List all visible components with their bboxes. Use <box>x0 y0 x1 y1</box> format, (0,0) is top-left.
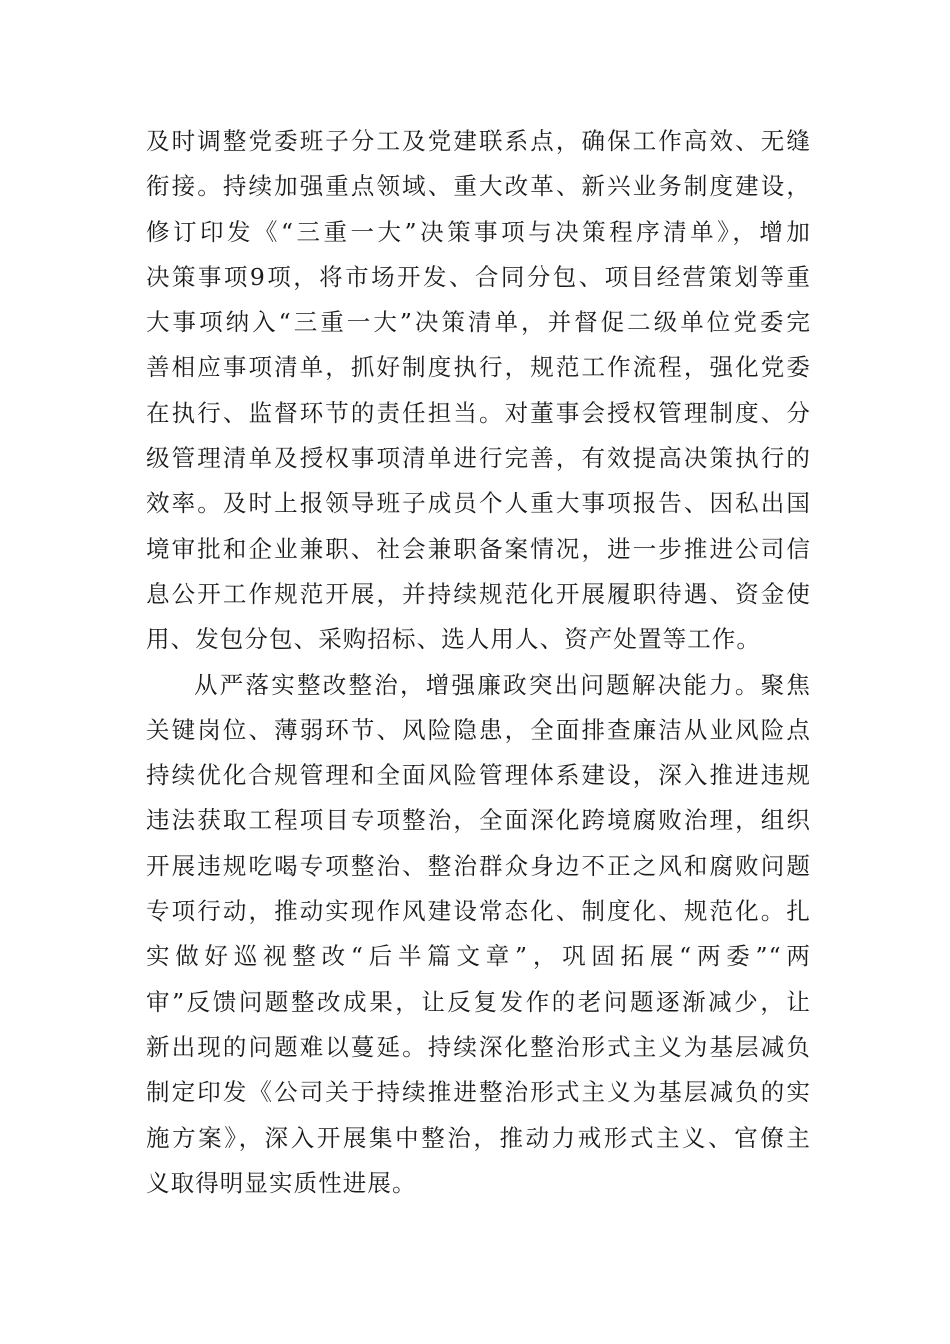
text-line: 息公开工作规范开展，并持续规范化开展履职待遇、资金使 <box>146 579 811 608</box>
text-line: 修订印发《“三重一大”决策事项与决策程序清单》，增加 <box>146 217 811 246</box>
text-line: 用、发包分包、采购招标、选人用人、资产处置等工作。 <box>146 625 761 654</box>
text-line: 违法获取工程项目专项整治，全面深化跨境腐败治理，组织 <box>146 806 811 835</box>
text-line: 及时调整党委班子分工及党建联系点，确保工作高效、无缝 <box>146 127 811 155</box>
text-line: 专项行动，推动实现作风建设常态化、制度化、规范化。扎 <box>146 897 811 926</box>
paragraph-2 <box>146 663 811 1207</box>
text-line: 在执行、监督环节的责任担当。对董事会授权管理制度、分 <box>146 398 811 427</box>
text-line: 衔接。持续加强重点领域、重大改革、新兴业务制度建设， <box>146 172 811 201</box>
text-line: 关键岗位、薄弱环节、风险隐患，全面排查廉洁从业风险点 <box>146 715 811 744</box>
text-line: 决策事项9项，将市场开发、合同分包、项目经营策划等重 <box>146 262 811 291</box>
text-line: 开展违规吃喝专项整治、整治群众身边不正之风和腐败问题 <box>146 851 811 880</box>
text-line: 施方案》，深入开展集中整治，推动力戒形式主义、官僚主 <box>146 1123 811 1152</box>
text-line: 善相应事项清单，抓好制度执行，规范工作流程，强化党委 <box>146 353 811 382</box>
text-line: 义取得明显实质性进展。 <box>146 1168 417 1197</box>
text-line: 实做好巡视整改“后半篇文章”，巩固拓展“两委”“两 <box>146 942 811 971</box>
text-line: 从严落实整改整治，增强廉政突出问题解决能力。聚焦 <box>194 670 811 699</box>
text-line: 境审批和企业兼职、社会兼职备案情况，进一步推进公司信 <box>146 534 811 563</box>
text-line: 新出现的问题难以蔓延。持续深化整治形式主义为基层减负 <box>146 1032 811 1061</box>
text-line: 效率。及时上报领导班子成员个人重大事项报告、因私出国 <box>146 489 811 518</box>
text-line: 级管理清单及授权事项清单进行完善，有效提高决策执行的 <box>146 444 811 473</box>
paragraph-1 <box>146 119 811 663</box>
text-line: 持续优化合规管理和全面风险管理体系建设，深入推进违规 <box>146 761 811 790</box>
document-body <box>146 119 811 1206</box>
text-line: 审”反馈问题整改成果，让反复发作的老问题逐渐减少，让 <box>146 987 811 1016</box>
text-line: 制定印发《公司关于持续推进整治形式主义为基层减负的实 <box>146 1078 811 1107</box>
text-line: 大事项纳入“三重一大”决策清单，并督促二级单位党委完 <box>146 308 811 337</box>
